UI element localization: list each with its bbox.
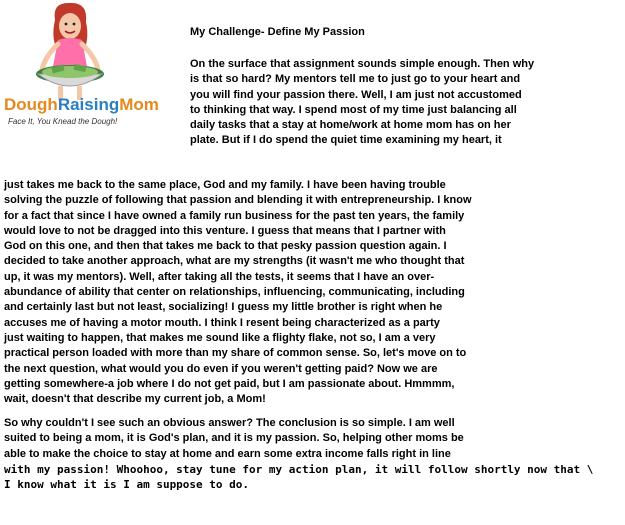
- text-line: would love to not be dragged into this venture. I guess that means that I partner with: [4, 224, 446, 237]
- text-line: I know what it is I am suppose to do.: [4, 478, 250, 492]
- text-line: getting somewhere-a job where I do not get paid, but I am passionate about. Hmmmm,: [4, 377, 455, 390]
- text-line: accuses me of having a motor mouth. I think I resent being characterized as a party: [4, 316, 440, 329]
- intro-paragraph: [190, 57, 620, 149]
- brand-tagline: Face It, You Knead the Dough!: [8, 117, 118, 126]
- text-line: practical person loaded with more than my share of common sense. So, let's move on to: [4, 347, 467, 360]
- text-line: On the surface that assignment sounds simple enough. Then why: [190, 58, 535, 70]
- text-line: to thinking that way. I spend most of my time just balancing all: [190, 103, 517, 116]
- text-line: able to make the choice to stay at home and earn some extra income falls right in line: [4, 447, 451, 460]
- text-line: is that so hard? My mentors tell me to just go to your heart and: [190, 73, 521, 86]
- closing-paragraph: [4, 416, 619, 492]
- text-line: abundance of ability that center on relationships, influencing, communicating, including: [4, 286, 465, 299]
- text-line: plate. But if I do spend the quiet time examining my heart, it: [190, 134, 502, 147]
- text-line: God on this one, and then that takes me back to that pesky passion question again. I: [4, 240, 447, 253]
- text-line: So why couldn't I see such an obvious answer? The conclusion is so simple. I am well: [4, 417, 455, 429]
- text-line: the next question, what would you do even if you weren't getting paid? Now we are: [4, 362, 438, 375]
- body-paragraph: [4, 178, 619, 407]
- page-title: My Challenge- Define My Passion: [190, 26, 365, 38]
- text-line: wait, doesn't that describe my current job, a Mom!: [4, 393, 266, 406]
- text-line: just waiting to happen, that makes me sound like a flighty flake, not so, I am a very: [4, 331, 436, 344]
- text-line: suited to being a mom, it is God's plan, and it is my passion. So, helping other moms be: [4, 432, 464, 445]
- text-line: with my passion! Whoohoo, stay tune for my action plan, it will follow shortly now that \: [4, 462, 594, 476]
- text-line: solving the puzzle of following that passion and blending it with entrepreneurship. I know: [4, 194, 472, 207]
- text-line: and certainly last but not least, socializing! I guess my little brother is right when he: [4, 301, 443, 314]
- text-line: daily tasks that a stay at home/work at home mom has on her: [190, 119, 511, 132]
- text-line: you will find your passion there. Well, I am just not accustomed: [190, 88, 522, 101]
- brand-logo: [0, 0, 170, 140]
- text-line: just takes me back to the same place, God and my family. I have been having trouble: [4, 179, 446, 191]
- brand-name: DoughRaisingMom: [4, 95, 159, 114]
- text-line: decided to take another approach, what are my strengths (it wasn't me who thought that: [4, 255, 465, 268]
- mom-mascot-icon: [36, 3, 104, 100]
- text-line: for a fact that since I have owned a family run business for the past ten years, the family: [4, 209, 465, 222]
- text-line: up, it was my mentors). Well, after taking all the tests, it seems that I have an over-: [4, 270, 435, 283]
